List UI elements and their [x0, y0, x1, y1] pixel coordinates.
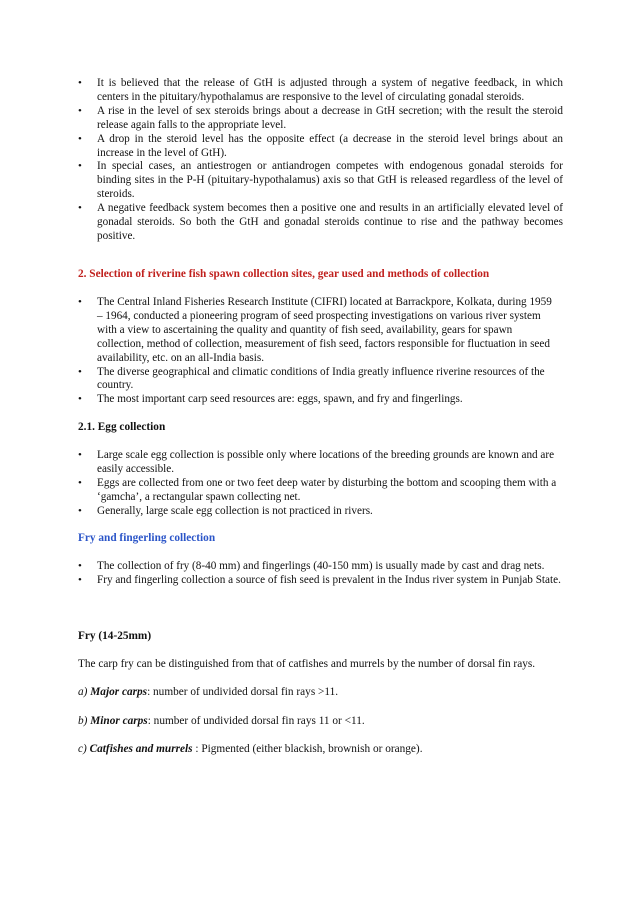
- item-label: b): [78, 715, 91, 727]
- list-item: • The most important carp seed resources are: eggs, spawn, and fry and fingerlings.: [97, 393, 557, 407]
- section-heading-fry-fingerling: Fry and fingerling collection: [78, 532, 216, 544]
- section-heading-fry-size: Fry (14-25mm): [78, 630, 152, 642]
- list-item: • The diverse geographical and climatic conditions of India greatly influence riverine resources of the country.: [97, 366, 557, 394]
- minor-carps-line: [78, 715, 365, 727]
- item-term: Catfishes and murrels: [89, 743, 193, 755]
- fry-collection-bullet-list: [97, 560, 563, 588]
- egg-collection-bullet-list: [97, 449, 563, 519]
- list-item: • A negative feedback system becomes then a positive one and results in an artificially elevated level of gonadal steroids. So both the GtH and gonadal steroids continue to rise and the pathway becomes positive.: [97, 202, 563, 244]
- list-item: • Fry and fingerling collection a source of fish seed is prevalent in the Indus river system in Punjab State.: [97, 574, 563, 588]
- list-item: • A drop in the steroid level has the opposite effect (a decrease in the steroid level brings about an increase in the level of GtH).: [97, 133, 563, 161]
- item-text: : number of undivided dorsal fin rays >11.: [147, 686, 339, 698]
- list-item: • Generally, large scale egg collection is not practiced in rivers.: [97, 505, 563, 519]
- list-item: • In special cases, an antiestrogen or antiandrogen competes with endogenous gonadal steroids for binding sites in the P-H (pituitary-hypothalamus) axis so that GtH is released regardless of the level of steroids.: [97, 160, 563, 202]
- intro-paragraph: The carp fry can be distinguished from that of catfishes and murrels by the number of dorsal fin rays.: [78, 658, 536, 670]
- list-item: • The collection of fry (8-40 mm) and fingerlings (40-150 mm) is usually made by cast and drag nets.: [97, 560, 563, 574]
- list-item: • Large scale egg collection is possible only where locations of the breeding grounds are known and are easily accessible.: [97, 449, 563, 477]
- list-item: • It is believed that the release of GtH is adjusted through a system of negative feedback, in which centers in the pituitary/hypothalamus are responsive to the level of circulating gonadal steroids.: [97, 77, 563, 105]
- item-text: : number of undivided dorsal fin rays 11 or <11.: [147, 715, 365, 727]
- item-term: Major carps: [90, 686, 148, 698]
- list-item: • Eggs are collected from one or two feet deep water by disturbing the bottom and scooping them with a ‘gamcha’, a rectangular spawn collecting net.: [97, 477, 563, 505]
- item-label: c): [78, 743, 90, 755]
- item-text: : Pigmented (either blackish, brownish or orange).: [192, 743, 423, 755]
- item-label: a): [78, 686, 91, 698]
- section-heading-spawn-collection: 2. Selection of riverine fish spawn collection sites, gear used and methods of collection: [78, 268, 490, 280]
- list-item: • The Central Inland Fisheries Research Institute (CIFRI) located at Barrackpore, Kolkata, during 1959 – 1964, conducted a pioneering program of seed prospecting investigations on various river system with a view to ascertaining the quality and quantity of fish seed, availability, gears for spawn collection, method of collection, measurement of fish seed, factors responsible for fluctuation in seed availability, etc. on an all-India basis.: [97, 296, 557, 366]
- catfishes-murrels-line: [78, 743, 423, 755]
- spawn-collection-bullet-list: [97, 296, 557, 407]
- item-term: Minor carps: [90, 715, 148, 727]
- feedback-bullet-list: [97, 77, 563, 244]
- major-carps-line: [78, 686, 338, 698]
- list-item: • A rise in the level of sex steroids brings about a decrease in GtH secretion; with the result the steroid release again falls to the appropriate level.: [97, 105, 563, 133]
- section-heading-egg-collection: 2.1. Egg collection: [78, 421, 166, 433]
